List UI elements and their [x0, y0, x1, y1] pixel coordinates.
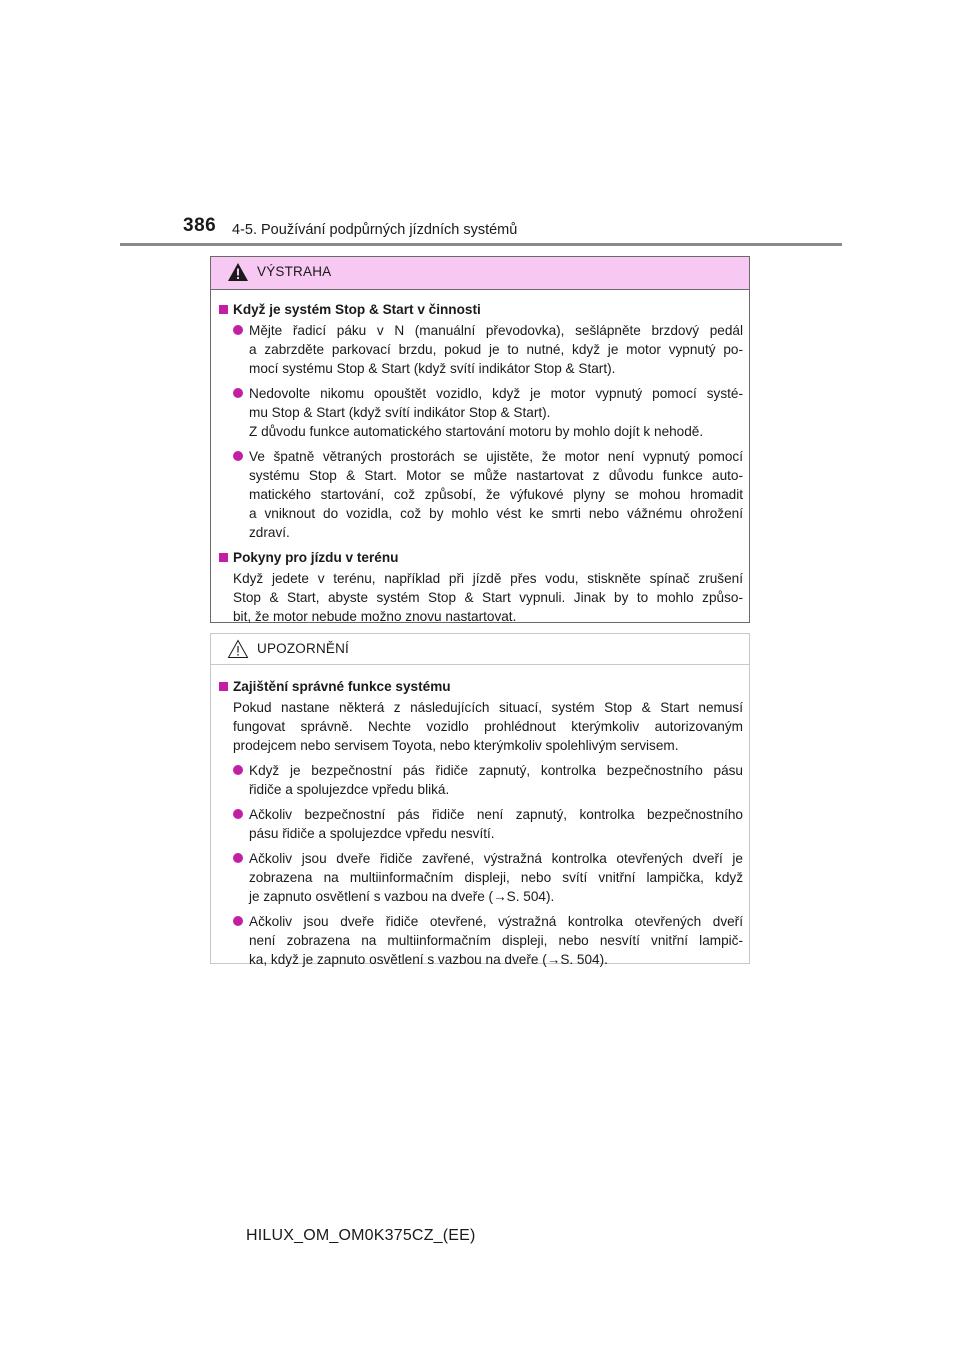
round-bullet-icon — [233, 451, 243, 461]
round-bullet-icon — [233, 325, 243, 335]
text-line: a vniknout do vozidla, což by mohlo vést ke smrti nebo vážnému ohrožení — [249, 506, 743, 521]
text-line: Z důvodu funkce automatického startování motoru by mohlo dojít k nehodě. — [249, 424, 704, 439]
caution-label: UPOZORNĚNÍ — [257, 641, 350, 656]
text-line: zdraví. — [249, 525, 290, 540]
text-line: Ačkoliv bezpečnostní pás řidiče není zapnutý, kontrolka bezpečnostního — [249, 807, 743, 822]
caution-triangle-icon — [227, 639, 249, 659]
section-heading-text: Pokyny pro jízdu v terénu — [233, 550, 399, 565]
text-line: a zabrzděte parkovací brzdu, pokud je to nutné, když je motor vypnutý po- — [249, 342, 743, 357]
section-heading-text: Zajištění správné funkce systému — [233, 679, 451, 694]
text-line: Pokud nastane některá z následujících situací, systém Stop & Start nemusí — [233, 700, 743, 715]
text-line: zobrazena na multiinformačním displeji, nebo svítí vnitřní lampička, když — [249, 870, 743, 885]
list-item — [233, 912, 743, 969]
text-line: Když je bezpečnostní pás řidiče zapnutý, kontrolka bezpečnostního pásu — [249, 763, 743, 778]
square-bullet-icon — [219, 682, 228, 691]
section-heading — [217, 300, 743, 319]
round-bullet-icon — [233, 853, 243, 863]
text-line: není zobrazena na multiinformačním displeji, nebo nesvítí vnitřní lampič- — [249, 933, 743, 948]
list-item — [233, 321, 743, 378]
chapter-title: 4-5. Používání podpůrných jízdních systémů — [232, 222, 518, 238]
round-bullet-icon — [233, 765, 243, 775]
text-line: je zapnuto osvětlení s vazbou na dveře (→S. 504). — [249, 889, 555, 904]
text-line: řidiče a spolujezdce vpředu bliká. — [249, 782, 450, 797]
header-divider — [120, 243, 842, 246]
text-line: mocí systému Stop & Start (když svítí indikátor Stop & Start). — [249, 361, 616, 376]
text-line: bit, že motor nebude možno znovu nastartovat. — [233, 609, 517, 624]
text-line: Mějte řadicí páku v N (manuální převodovka), sešlápněte brzdový pedál — [249, 323, 743, 338]
text-line: ka, když je zapnuto osvětlení s vazbou na dveře (→S. 504). — [249, 952, 608, 967]
text-line: matického startování, což způsobí, že výfukové plyny se mohou hromadit — [249, 487, 743, 502]
text-line: Ačkoliv jsou dveře řidiče zavřené, výstražná kontrolka otevřených dveří je — [249, 851, 743, 866]
warning-label: VÝSTRAHA — [257, 264, 332, 279]
square-bullet-icon — [219, 305, 228, 314]
warning-box — [210, 256, 750, 623]
list-item — [233, 805, 743, 843]
text-line: Ačkoliv jsou dveře řidiče otevřené, výstražná kontrolka otevřených dveří — [249, 914, 743, 929]
square-bullet-icon — [219, 553, 228, 562]
text-line: pásu řidiče a spolujezdce vpředu nesvítí. — [249, 826, 495, 841]
caution-box — [210, 633, 750, 967]
caution-header — [211, 634, 749, 665]
list-item — [233, 761, 743, 799]
section-body — [233, 569, 743, 626]
list-item — [233, 849, 743, 906]
text-line: systému Stop & Start. Motor se může nastartovat z důvodu funkce auto- — [249, 468, 743, 483]
text-line: Ve špatně větraných prostorách se ujistěte, že motor není vypnutý pomocí — [249, 449, 743, 464]
section-heading — [217, 677, 743, 696]
text-line: prodejcem nebo servisem Toyota, nebo kterýmkoliv spolehlivým servisem. — [233, 738, 679, 753]
page-number: 386 — [183, 215, 217, 236]
document-code: HILUX_OM_OM0K375CZ_(EE) — [246, 1227, 476, 1244]
text-line: fungovat správně. Nechte vozidlo prohlédnout kterýmkoliv autorizovaným — [233, 719, 743, 734]
section-heading-text: Když je systém Stop & Start v činnosti — [233, 302, 481, 317]
round-bullet-icon — [233, 809, 243, 819]
text-line: Když jedete v terénu, například při jízdě přes vodu, stiskněte spínač zrušení — [233, 571, 743, 586]
round-bullet-icon — [233, 916, 243, 926]
section-heading — [217, 548, 743, 567]
section-body — [233, 698, 743, 755]
text-line: Nedovolte nikomu opouštět vozidlo, když je motor vypnutý pomocí systé- — [249, 386, 743, 401]
round-bullet-icon — [233, 388, 243, 398]
text-line: Stop & Start, abyste systém Stop & Start vypnuli. Jinak by to mohlo způso- — [233, 590, 743, 605]
list-item — [233, 384, 743, 441]
text-line: mu Stop & Start (když svítí indikátor Stop & Start). — [249, 405, 551, 420]
warning-triangle-icon — [227, 262, 249, 282]
list-item — [233, 447, 743, 542]
warning-header — [211, 257, 749, 290]
